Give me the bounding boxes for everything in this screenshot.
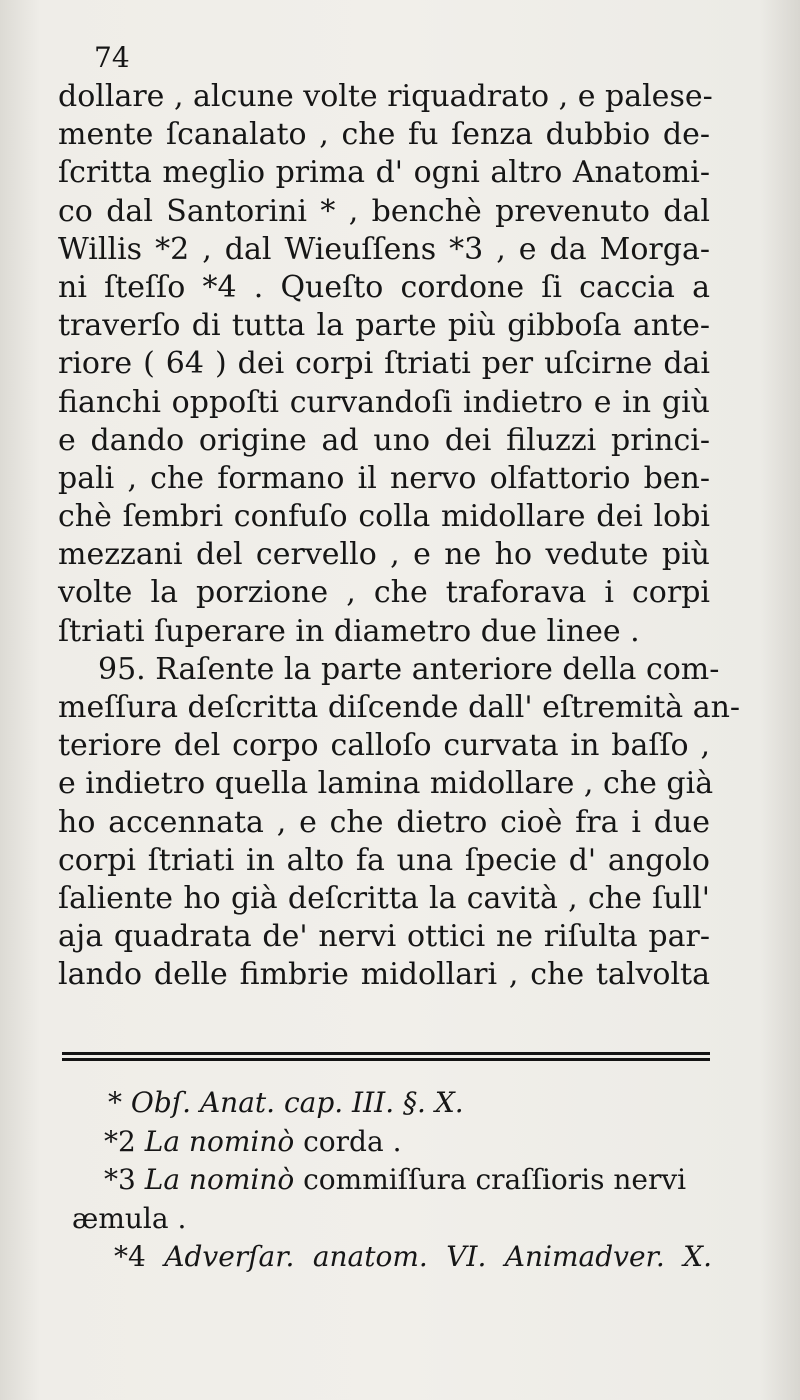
text-line: lando delle fimbrie midollari , che talvolta (58, 957, 710, 993)
footnote-italic: La nominò (144, 1124, 295, 1158)
text-line: ſaliente ho già deſcritta la cavità , che ſull' (58, 880, 710, 916)
footnote-4 (72, 1238, 712, 1277)
text-line: ni ſteſſo *4 . Queſto cordone ſi caccia a (58, 269, 710, 305)
page-number: 74 (94, 41, 130, 74)
text-line: ſcritta meglio prima d' ogni altro Anatomi- (58, 155, 710, 191)
footnote-separator (62, 1052, 710, 1064)
text-line: fianchi oppoſti curvandoſi indietro e in giù (58, 384, 710, 420)
footnote-italic: La nominò (144, 1163, 295, 1196)
footnote-marker: *3 (104, 1163, 136, 1196)
text-line: traverſo di tutta la parte più gibboſa ante- (58, 308, 710, 344)
footnote-text: corda . (303, 1124, 402, 1158)
body-text (58, 78, 741, 995)
footnote-marker: * (108, 1086, 122, 1119)
footnote-3 (72, 1161, 712, 1200)
text-line: co dal Santorini * , benchè prevenuto dal (58, 193, 710, 229)
text-line: e indietro quella lamina midollare , che già (58, 766, 714, 802)
text-line: mente ſcanalato , che fu ſenza dubbio de- (58, 117, 710, 153)
separator-rule (62, 1052, 710, 1055)
text-line: chè ſembri confuſo colla midollare dei lobi (58, 499, 710, 535)
text-line: ſtriati ſuperare in diametro due linee . (58, 613, 640, 649)
text-line: pali , che formano il nervo olfattorio ben- (58, 460, 710, 496)
text-line: aja quadrata de' nervi ottici ne riſulta par- (58, 919, 710, 955)
footnote-citation: Adverſar. anatom. VI. Animadver. X. (164, 1240, 712, 1273)
text-line: teriore del corpo calloſo curvata in baſſo , (58, 728, 710, 764)
text-line: Willis *2 , dal Wieuſſens *3 , e da Morga- (58, 231, 710, 267)
separator-rule (62, 1058, 710, 1061)
footnote-3-continuation: æmula . (72, 1201, 187, 1235)
text-line: mezzani del cervello , e ne ho vedute più (58, 537, 710, 573)
text-line: e dando origine ad uno dei filuzzi princi- (58, 422, 710, 458)
footnote-1 (72, 1084, 712, 1123)
footnotes (72, 1084, 712, 1277)
text-line: corpi ſtriati in alto fa una ſpecie d' angolo (58, 842, 710, 878)
text-line: riore ( 64 ) dei corpi ſtriati per uſcirne dai (58, 346, 710, 382)
paragraph-95-start: 95. Raſente la parte anteriore della com- (98, 651, 720, 687)
footnote-text: commiſſura craſſioris nervi (303, 1163, 687, 1196)
footnote-marker: *4 (114, 1240, 146, 1273)
footnote-citation: Obſ. Anat. cap. III. §. X. (130, 1086, 464, 1119)
footnote-2 (72, 1123, 712, 1162)
footnote-marker: *2 (104, 1124, 136, 1158)
text-line: meſſura deſcritta diſcende dall' eſtremità an- (58, 690, 741, 725)
text-line: volte la porzione , che traforava i corpi (58, 575, 710, 611)
text-line: dollare , alcune volte riquadrato , e palese- (58, 79, 713, 114)
text-line: ho accennata , e che dietro cioè fra i due (58, 804, 710, 840)
